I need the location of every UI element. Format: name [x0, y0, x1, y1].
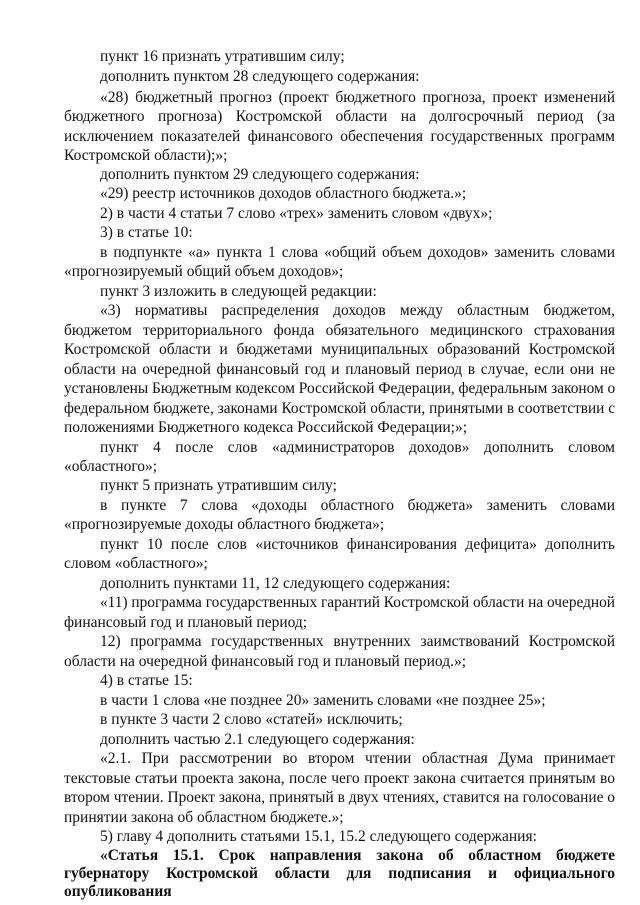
text-line: Костромской области);»;	[64, 147, 228, 165]
text-line: «29) реестр источников доходов областного бюджета.»;	[100, 185, 467, 203]
text-line: пункт 10 после слов «источников финансирования дефицита» дополнить	[100, 535, 615, 553]
text-line: пункт 5 признать утратившим силу;	[100, 477, 337, 495]
text-line: 5) главу 4 дополнить статьями 15.1, 15.2 следующего содержания:	[100, 827, 537, 845]
heading-line: губернатору Костромской области для подписания и официального	[64, 864, 615, 882]
text-line: «прогнозируемый общий объем доходов»;	[64, 263, 344, 281]
text-line: бюджетного прогноза) Костромской области на долгосрочный период (за	[64, 108, 615, 126]
text-line: «11) программа государственных гарантий Костромской области на очередной	[100, 594, 615, 612]
text-line: «3) нормативы распределения доходов между областным бюджетом,	[100, 302, 615, 320]
text-line: в подпункте «а» пункта 1 слова «общий объем доходов» заменить словами	[100, 243, 615, 261]
text-line: «прогнозируемые доходы областного бюджета»;	[64, 516, 385, 534]
text-line: установлены Бюджетным кодексом Российской Федерации, федеральным законом о	[64, 380, 616, 397]
text-line: 3) в статье 10:	[100, 224, 193, 242]
text-line: «областного»;	[64, 457, 158, 475]
text-line: положениями Бюджетного кодекса Российской Федерации;»;	[64, 419, 468, 436]
text-line: федеральном бюджете, законами Костромской области, принятыми в соответствии с	[64, 399, 615, 417]
text-line: бюджетом территориального фонда обязательного медицинского страхования	[64, 321, 615, 339]
text-line: дополнить пунктами 11, 12 следующего содержания:	[100, 574, 451, 592]
text-line: принятии закона об областном бюджете.»;	[64, 808, 344, 826]
text-line: «28) бюджетный прогноз (проект бюджетного прогноза, проект изменений	[100, 88, 615, 106]
text-line: области на очередной финансовый год и плановый период.»;	[64, 652, 467, 670]
text-line: 4) в статье 15:	[100, 672, 193, 690]
text-line: дополнить пунктом 28 следующего содержания:	[100, 68, 420, 86]
heading-line: «Статья 15.1. Срок направления закона об областном бюджете	[100, 847, 615, 865]
text-line: «2.1. При рассмотрении во втором чтении областная Дума принимает	[100, 750, 615, 767]
text-line: в части 1 слова «не позднее 20» заменить словами «не позднее 25»;	[100, 691, 546, 709]
text-line: исключением показателей финансового обеспечения государственных программ	[64, 127, 615, 145]
text-line: в пункте 7 слова «доходы областного бюджета» заменить словами	[100, 496, 615, 514]
text-line: Костромской области и бюджетами муниципальных образований Костромской	[64, 341, 615, 359]
text-line: 12) программа государственных внутренних заимствований Костромской	[100, 633, 615, 651]
text-line: текстовые статьи проекта закона, после чего проект закона считается принятым во	[64, 769, 615, 787]
text-line: финансовый год и плановый период;	[64, 613, 308, 631]
text-line: втором чтении. Проект закона, принятый в двух чтениях, ставится на голосование о	[64, 789, 615, 806]
text-line: пункт 16 признать утратившим силу;	[100, 48, 345, 65]
text-line: 2) в части 4 статьи 7 слово «трех» заменить словом «двух»;	[100, 204, 493, 222]
text-line: в пункте 3 части 2 слово «статей» исключить;	[100, 711, 403, 729]
text-line: пункт 3 изложить в следующей редакции:	[100, 282, 377, 300]
text-line: дополнить частью 2.1 следующего содержания:	[100, 730, 415, 748]
text-line: области на очередной финансовый год и плановый период в случае, если они не	[64, 360, 615, 378]
heading-line: опубликования	[64, 882, 172, 900]
text-line: пункт 4 после слов «администраторов доходов» дополнить словом	[100, 438, 615, 456]
text-line: словом «областного»;	[64, 555, 208, 573]
text-line: дополнить пунктом 29 следующего содержания:	[100, 165, 420, 183]
